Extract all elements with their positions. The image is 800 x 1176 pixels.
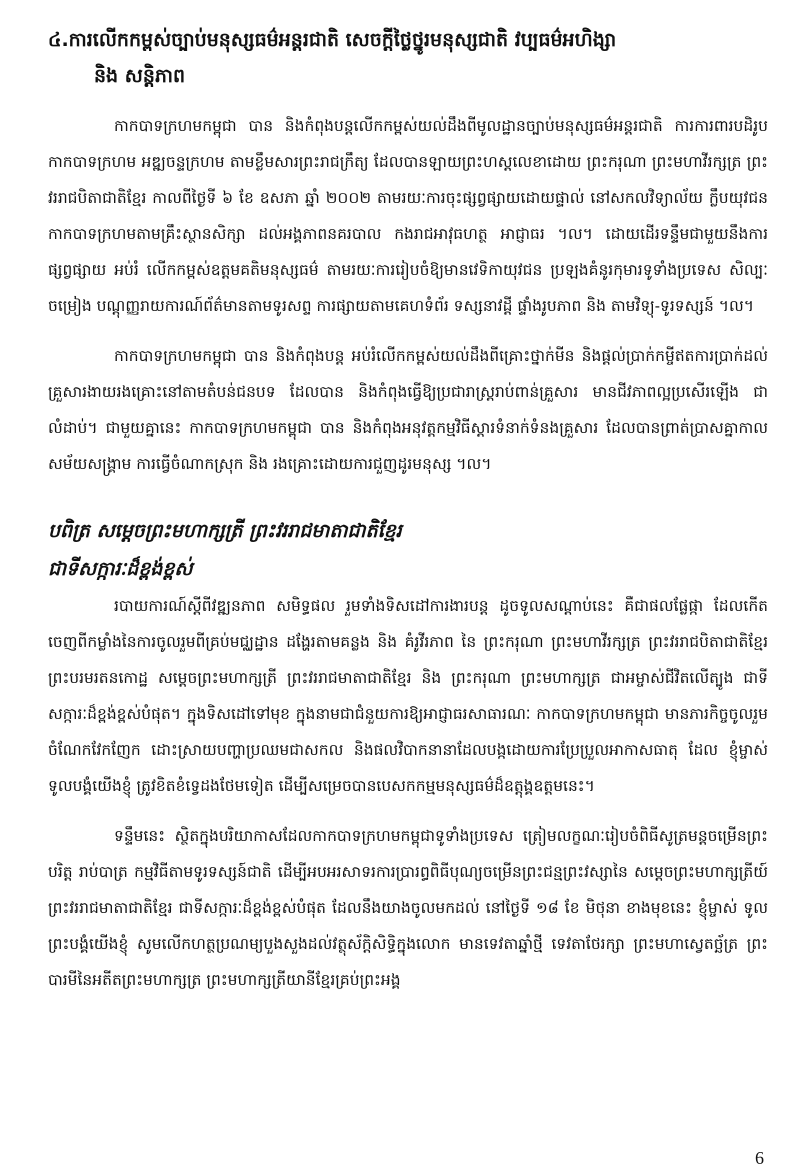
- section-4-paragraph-2: កាកបាទក្រហមកម្ពុជា បាន និងកំពុងបន្ត អប់រំលើកកម្ពស់យល់ដឹងពីគ្រោះថ្នាក់មីន និងផ្តល់ប្រាក់កម្ចីឥតការប្រាក់ដល់គ្រួសារងាយរងគ្រោះនៅតាមតំបន់ជនបទ ដែលបាន និងកំពុងធ្វើឱ្យប្រជារាស្ត្ររាប់ពាន់គ្រួសារ មានជីវភាពល្អប្រសើរឡើង ជាលំដាប់។ ជាមួយគ្នានេះ កាកបាទក្រហមកម្ពុជា បាន និងកំពុងអនុវត្តកម្មវិធីស្តារទំនាក់ទំនងគ្រួសារ ដែលបានព្រាត់ប្រាសគ្នាកាលសម័យសង្គ្រាម ការធ្វើចំណាកស្រុក និង រងគ្រោះដោយការជួញដូរមនុស្ស ។ល។: [48, 347, 768, 473]
- tribute-paragraph-1: របាយការណ៍ស្តីពីវឌ្ឍនភាព សមិទ្ធផល រួមទាំងទិសដៅការងារបន្ត ដូចទូលសណ្តាប់នេះ គឺជាផលផ្លែផ្កា ដែលកើតចេញពីកម្លាំងនៃការចូលរួមពីគ្រប់មជ្ឈដ្ឋាន ដង្ហែរតាមគន្លង និង គំរូវីរភាព នៃ ព្រះករុណា ព្រះមហាវីរក្សត្រ ព្រះវររាជបិតាជាតិខ្មែរ ព្រះបរមរតនកោដ្ឋ សម្តេចព្រះមហាក្សត្រី ព្រះវររាជមាតាជាតិខ្មែរ និង ព្រះករុណា ព្រះមហាក្សត្រ ជាអម្ចាស់ជីវិតលើត្បូង ជាទីសក្ការៈដ៏ខ្ពង់ខ្ពស់បំផុត។ ក្នុងទិសដៅទៅមុខ ក្នុងនាមជាជំនួយការឱ្យអាជ្ញាធរសាធារណៈ កាកបាទក្រហមកម្ពុជា មានភារកិច្ចចូលរួមចំណែកវែកញែក ដោះស្រាយបញ្ហាប្រឈមជាសកល និងផលវិបាកនានាដែលបង្កដោយការប្រែប្រួលអាកាសធាតុ ដែល ខ្ញុំម្ចាស់ ទូលបង្គំយើងខ្ញុំ ត្រូវខិតខំទ្វេដងថែមទៀត ដើម្បីសម្រេចបានបេសកកម្មមនុស្សធម៌ដ៏ឧត្តុង្គឧត្តមនេះ។: [48, 597, 768, 795]
- section-4-paragraph-1: កាកបាទក្រហមកម្ពុជា បាន និងកំពុងបន្តលើកកម្ពស់យល់ដឹងពីមូលដ្ឋានច្បាប់មនុស្សធម៌អន្តរជាតិ ការការពារបដិរូបកាកបាទក្រហម អឌ្ឍចន្ទក្រហម តាមខ្លឹមសារព្រះរាជក្រឹត្យ ដែលបានឡាយព្រះហស្តលេខាដោយ ព្រះករុណា ព្រះមហាវីរក្សត្រ ព្រះវររាជបិតាជាតិខ្មែរ កាលពីថ្ងៃទី ៦ ខែ ឧសភា ឆ្នាំ ២០០២ តាមរយៈការចុះផ្សព្វផ្សាយដោយផ្ទាល់ នៅសកលវិទ្យាល័យ ក្លឹបយុវជនកាកបាទក្រហមតាមគ្រឹះស្ថានសិក្សា ដល់អង្គភាពនគរបាល កងរាជអាវុធហត្ថ អាជ្ញាធរ ។ល។ ដោយដើរទន្ទឹមជាមួយនឹងការផ្សព្វផ្សាយ អប់រំ លើកកម្ពស់ឧត្តមគតិមនុស្សធម៌ តាមរយៈការរៀបចំឱ្យមានវេទិកាយុវជន ប្រឡងគំនូរកុមារទូទាំងប្រទេស សិល្បៈ ចម្រៀង បណ្តុញ្ញរាយការណ៍ព័ត៌មានតាមទូរសព្ទ ការផ្សាយតាមគេហទំព័រ ទស្សនាវដ្តី ផ្ទាំងរូបភាព និង តាមវិទ្យុ-ទូរទស្សន៍ ។ល។: [48, 117, 768, 315]
- tribute-paragraph-2: ទន្ទឹមនេះ ស្ថិតក្នុងបរិយាកាសដែលកាកបាទក្រហមកម្ពុជាទូទាំងប្រទេស ត្រៀមលក្ខណៈរៀបចំពិធីសូត្រមន្តចម្រើនព្រះបរិត្ត រាប់បាត្រ កម្មវិធីតាមទូរទស្សន៍ជាតិ ដើម្បីអបអរសាទរការប្រារព្ធពិធីបុណ្យចម្រើនព្រះជន្មព្រះវស្សានៃ សម្តេចព្រះមហាក្សត្រីយ៍ ព្រះវររាជមាតាជាតិខ្មែរ ជាទីសក្ការៈដ៏ខ្ពង់ខ្ពស់បំផុត ដែលនឹងយាងចូលមកដល់ នៅថ្ងៃទី ១៨ ខែ មិថុនា ខាងមុខនេះ ខ្ញុំម្ចាស់ ទូលព្រះបង្គំយើងខ្ញុំ សូមលើកហត្ថប្រណម្យបួងសួងដល់វត្ថុស័ក្តិសិទ្ធិក្នុងលោក មានទេវតាឆ្នាំថ្មី ទេវតាថែរក្សា ព្រះមហាស្វេតច្ឆ័ត្រ ព្រះបារមីនៃអតីតព្រះមហាក្សត្រ ព្រះមហាក្សត្រីយានីខ្មែរគ្រប់ព្រះអង្គ: [48, 827, 768, 989]
- tribute-title-line-2: ជាទីសក្ការៈដ៏ខ្ពង់ខ្ពស់: [48, 558, 193, 580]
- tribute-title-line-1: បពិត្រ សម្តេចព្រះមហាក្សត្រី ព្រះវររាជមាតាជាតិខ្មែរ: [48, 520, 402, 542]
- page-number: 6: [755, 1148, 764, 1168]
- section-4-title-line-2: និង សន្តិភាព: [94, 65, 186, 87]
- section-4-title-line-1: ៤.ការលើកកម្ពស់ច្បាប់មនុស្សធម៌អន្តរជាតិ សេចក្តីថ្លៃថ្នូរមនុស្សជាតិ វប្បធម៌អហិង្សា: [48, 29, 617, 51]
